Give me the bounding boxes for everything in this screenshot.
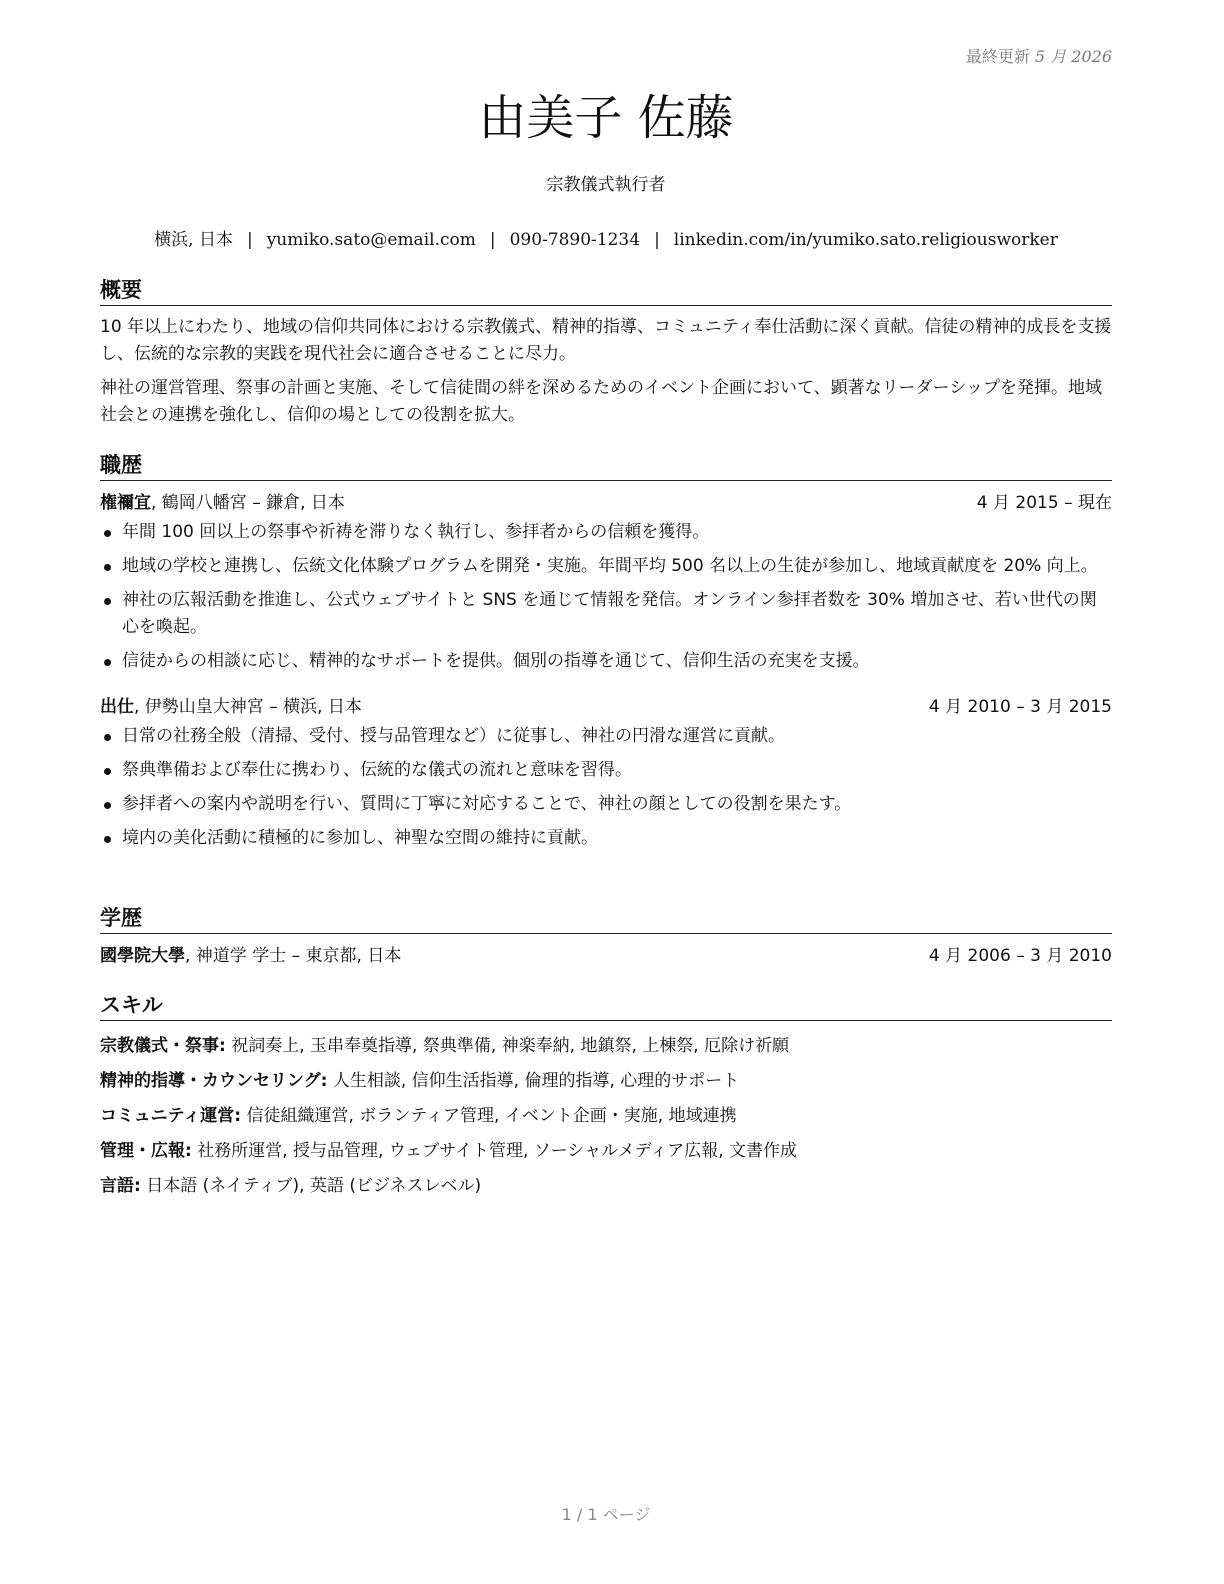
job-role: 権禰宜 bbox=[100, 493, 151, 513]
skill-line bbox=[100, 1169, 1112, 1204]
skill-line bbox=[100, 1134, 1112, 1169]
resume-page bbox=[100, 0, 1112, 1584]
skill-line bbox=[100, 1064, 1112, 1099]
job-organization: , 鶴岡八幡宮 – 鎌倉, 日本 bbox=[151, 493, 345, 513]
skill-values: 日本語 (ネイティブ), 英語 (ビジネスレベル) bbox=[146, 1176, 482, 1196]
job-bullet: 年間 100 回以上の祭事や祈祷を滞りなく執行し、参拝者からの信頼を獲得。 bbox=[100, 519, 1112, 546]
job-bullet: 信徒からの相談に応じ、精神的なサポートを提供。個別の指導を通じて、信仰生活の充実を支援。 bbox=[100, 648, 1112, 675]
job-bullet: 祭典準備および奉仕に携わり、伝統的な儀式の流れと意味を習得。 bbox=[100, 757, 1112, 784]
contact-separator: | bbox=[246, 230, 253, 250]
experience-heading: 職歴 bbox=[100, 451, 1112, 481]
last-updated-label: 最終更新 bbox=[965, 47, 1030, 66]
skill-category: 精神的指導・カウンセリング: bbox=[100, 1071, 328, 1091]
job-bullet: 地域の学校と連携し、伝統文化体験プログラムを開発・実施。年間平均 500 名以上の生徒が参加し、地域貢献度を 20% 向上。 bbox=[100, 553, 1112, 580]
job-entry bbox=[100, 489, 1112, 675]
education-dates: 4 月 2006 – 3 月 2010 bbox=[928, 946, 1112, 966]
contact-email[interactable]: yumiko.sato@email.com bbox=[266, 230, 476, 250]
job-bullet: 参拝者への案内や説明を行い、質問に丁寧に対応することで、神社の顔としての役割を果たす。 bbox=[100, 791, 1112, 818]
education-heading: 学歴 bbox=[100, 904, 1112, 934]
summary-section bbox=[100, 276, 1112, 436]
skill-line bbox=[100, 1099, 1112, 1134]
job-bullet: 境内の美化活動に積極的に参加し、神聖な空間の維持に貢献。 bbox=[100, 825, 1112, 852]
job-bullet: 神社の広報活動を推進し、公式ウェブサイトと SNS を通じて情報を発信。オンライン参拝者数を 30% 増加させ、若い世代の関心を喚起。 bbox=[100, 587, 1112, 641]
skill-category: コミュニティ運営: bbox=[100, 1106, 242, 1126]
skill-values: 社務所運営, 授与品管理, ウェブサイト管理, ソーシャルメディア広報, 文書作成 bbox=[197, 1141, 798, 1161]
summary-heading: 概要 bbox=[100, 276, 1112, 306]
job-dates: 4 月 2010 – 3 月 2015 bbox=[928, 697, 1112, 717]
last-updated bbox=[966, 44, 1112, 67]
job-bullet: 日常の社務全般（清掃、受付、授与品管理など）に従事し、神社の円滑な運営に貢献。 bbox=[100, 723, 1112, 750]
job-role: 出仕 bbox=[100, 697, 134, 717]
job-title: 宗教儀式執行者 bbox=[546, 175, 666, 195]
job-dates: 4 月 2015 – 現在 bbox=[976, 493, 1112, 513]
summary-paragraph: 神社の運営管理、祭事の計画と実施、そして信徒間の絆を深めるためのイベント企画において、顕著なリーダーシップを発揮。地域社会との連携を強化し、信仰の場としての役割を拡大。 bbox=[100, 378, 1102, 425]
contact-location: 横浜, 日本 bbox=[154, 230, 233, 250]
skill-category: 言語: bbox=[100, 1176, 141, 1196]
skill-values: 信徒組織運営, ボランティア管理, イベント企画・実施, 地域連携 bbox=[246, 1106, 737, 1126]
job-header bbox=[100, 489, 1112, 517]
last-updated-date: 5 月 2026 bbox=[1034, 47, 1112, 66]
skills-section bbox=[100, 991, 1112, 1204]
contact-linkedin[interactable]: linkedin.com/in/yumiko.sato.religiousworker bbox=[673, 230, 1058, 250]
contact-separator: | bbox=[489, 230, 496, 250]
job-entry bbox=[100, 693, 1112, 852]
school-name: 國學院大學 bbox=[100, 946, 185, 966]
skill-line bbox=[100, 1029, 1112, 1064]
job-bullets bbox=[100, 519, 1112, 675]
candidate-name: 由美子 佐藤 bbox=[478, 90, 734, 146]
job-bullets bbox=[100, 723, 1112, 852]
contact-separator: | bbox=[654, 230, 660, 250]
skill-values: 人生相談, 信仰生活指導, 倫理的指導, 心理的サポート bbox=[332, 1071, 740, 1091]
skills-heading: スキル bbox=[100, 991, 1112, 1021]
job-header bbox=[100, 693, 1112, 721]
contact-line bbox=[100, 225, 1112, 250]
contact-phone[interactable]: 090-7890-1234 bbox=[509, 230, 641, 250]
summary-paragraph: 10 年以上にわたり、地域の信仰共同体における宗教儀式、精神的指導、コミュニティ奉仕活動に深く貢献。信徒の精神的成長を支援し、伝統的な宗教的実践を現代社会に適合させることに尽力。 bbox=[100, 317, 1112, 364]
education-section bbox=[100, 904, 1112, 970]
education-entry bbox=[100, 942, 1112, 970]
skill-values: 祝詞奏上, 玉串奉奠指導, 祭典準備, 神楽奉納, 地鎮祭, 上棟祭, 厄除け祈願 bbox=[231, 1036, 790, 1056]
page-indicator: 1 / 1 ページ bbox=[561, 1505, 651, 1524]
skill-category: 管理・広報: bbox=[100, 1141, 192, 1161]
job-organization: , 伊勢山皇大神宮 – 横浜, 日本 bbox=[134, 697, 362, 717]
skill-category: 宗教儀式・祭事: bbox=[100, 1036, 226, 1056]
degree-detail: , 神道学 学士 – 東京都, 日本 bbox=[185, 946, 402, 966]
experience-section bbox=[100, 451, 1112, 859]
